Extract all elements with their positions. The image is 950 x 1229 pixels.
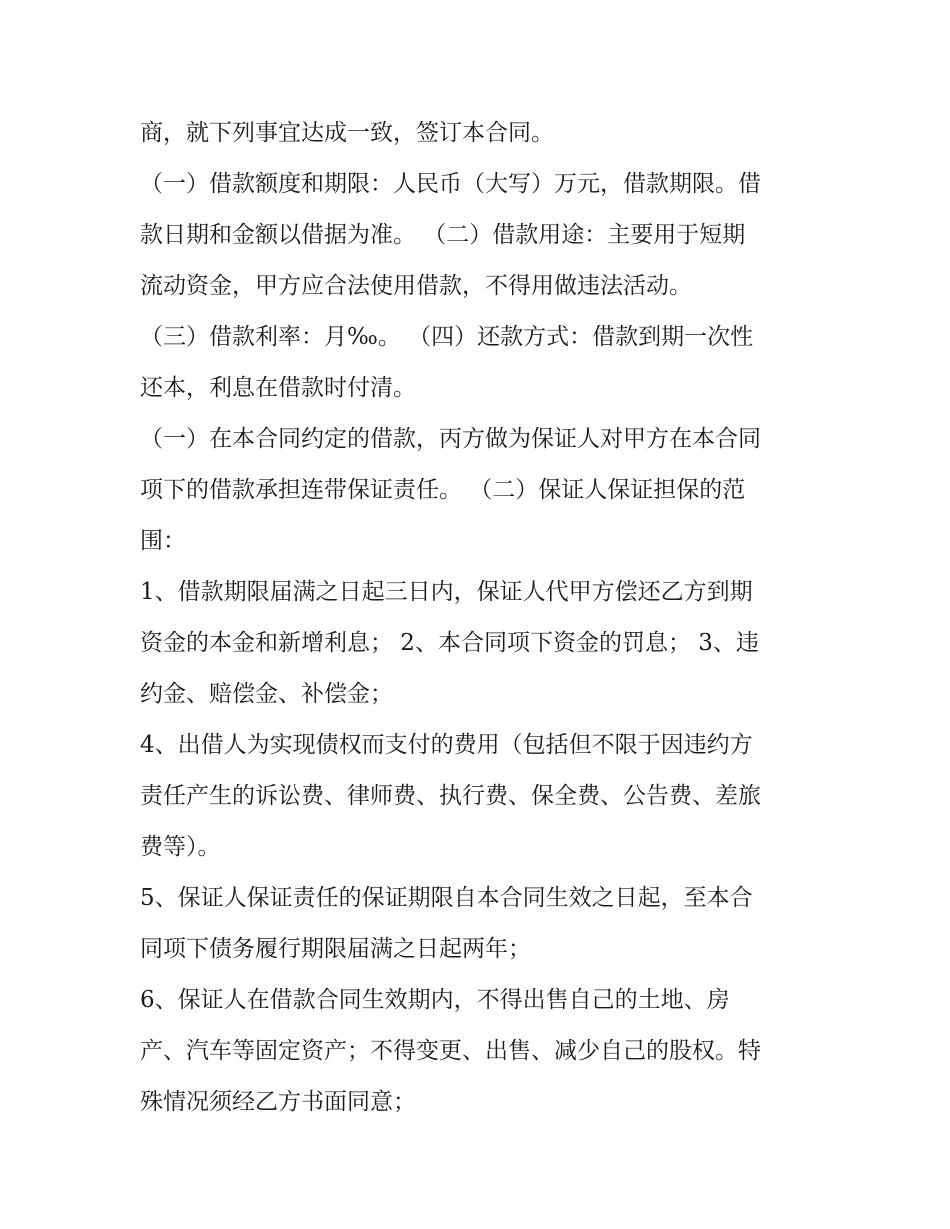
text-line: 责任产生的诉讼费、律师费、执行费、保全费、公告费、差旅 xyxy=(140,783,761,809)
text-line: 6、保证人在借款合同生效期内，不得出售自己的土地、房 xyxy=(140,987,730,1013)
contract-body xyxy=(140,108,820,1128)
text-line: 流动资金，甲方应合法使用借款，不得用做违法活动。 xyxy=(140,273,692,299)
text-line: 款日期和金额以借据为准。 （二）借款用途：主要用于短期 xyxy=(140,222,746,248)
text-line: （三）借款利率：月‰。 （四）还款方式：借款到期一次性 xyxy=(140,324,754,350)
text-line: 4、出借人为实现债权而支付的费用（包括但不限于因违约方 xyxy=(140,732,753,758)
text-line: 商，就下列事宜达成一致，签订本合同。 xyxy=(140,120,554,146)
text-line: 同项下债务履行期限届满之日起两年； xyxy=(140,936,531,962)
text-line: 1、借款期限届满之日起三日内，保证人代甲方偿还乙方到期 xyxy=(140,579,753,605)
text-line: （一）在本合同约定的借款，丙方做为保证人对甲方在本合同 xyxy=(140,426,761,452)
text-line: 5、保证人保证责任的保证期限自本合同生效之日起，至本合 xyxy=(140,885,753,911)
text-line: 费等）。 xyxy=(140,834,221,860)
text-line: （一）借款额度和期限：人民币（大写）万元，借款期限。借 xyxy=(140,171,761,197)
text-line: 还本，利息在借款时付清。 xyxy=(140,375,416,401)
text-line: 约金、赔偿金、补偿金； xyxy=(140,681,393,707)
text-line: 围： xyxy=(140,528,186,554)
text-line: 殊情况须经乙方书面同意； xyxy=(140,1089,416,1115)
text-line: 产、汽车等固定资产；不得变更、出售、减少自己的股权。特 xyxy=(140,1038,761,1064)
text-line: 资金的本金和新增利息； 2、本合同项下资金的罚息； 3、违 xyxy=(140,630,759,656)
text-line: 项下的借款承担连带保证责任。 （二）保证人保证担保的范 xyxy=(140,477,746,503)
